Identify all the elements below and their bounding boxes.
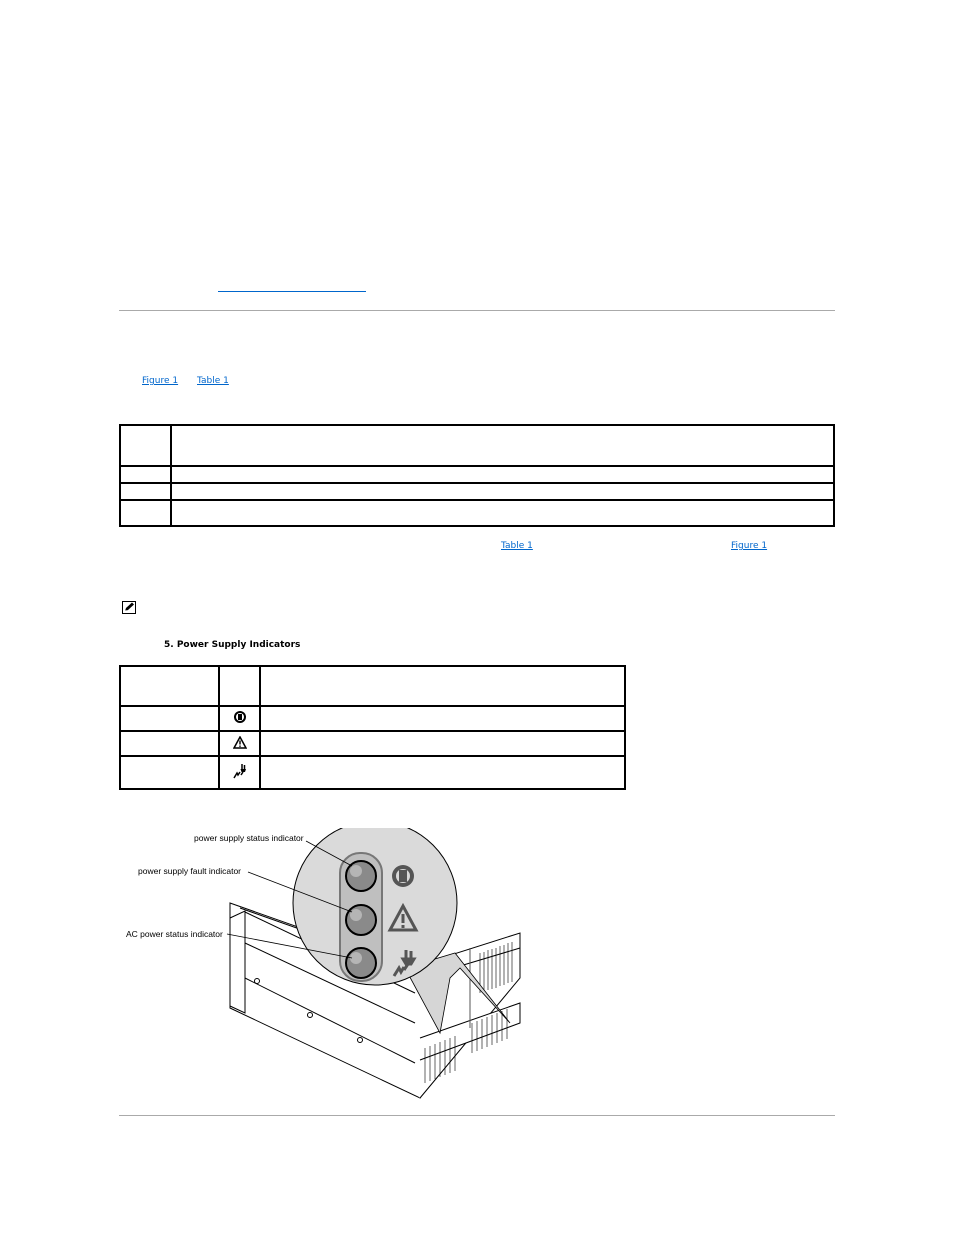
led-group (346, 861, 376, 978)
power-status-icon (233, 710, 247, 724)
table-cell (120, 466, 171, 483)
section-divider-bottom (119, 1115, 835, 1116)
table-cell (120, 483, 171, 500)
power-status-icon-large (392, 865, 414, 887)
power-supply-indicators-figure (120, 828, 530, 1100)
ac-plug-icon (233, 763, 247, 779)
table-cell (120, 706, 219, 731)
table-5-caption: 5. Power Supply Indicators (164, 640, 301, 650)
ac-led (346, 948, 376, 978)
table-cell (219, 731, 260, 756)
table-row (120, 731, 625, 756)
table-cell (120, 756, 219, 789)
table-header-cell (219, 666, 260, 706)
table-cell (120, 731, 219, 756)
table-header-cell (260, 666, 625, 706)
table-cell (219, 706, 260, 731)
overview-table (119, 424, 835, 527)
fault-triangle-icon (233, 736, 247, 749)
figure-1-link-2[interactable]: Figure 1 (731, 541, 768, 551)
section-divider-top (119, 310, 835, 311)
table-header-cell (120, 666, 219, 706)
table-cell (120, 425, 171, 466)
table-cell (120, 500, 171, 526)
table-cell (171, 425, 834, 466)
table-cell (171, 466, 834, 483)
status-indicator-label: power supply status indicator (194, 833, 304, 843)
note-icon (122, 601, 136, 614)
table-row (120, 706, 625, 731)
table-1-link-2[interactable]: Table 1 (501, 541, 533, 551)
table-cell (171, 500, 834, 526)
power-supply-indicators-table (119, 665, 626, 790)
table-1-link[interactable]: Table 1 (197, 376, 229, 386)
fault-led (346, 905, 376, 935)
table-cell (171, 483, 834, 500)
figure-1-link[interactable]: Figure 1 (142, 376, 179, 386)
table-cell (260, 706, 625, 731)
fault-indicator-label: power supply fault indicator (138, 866, 242, 876)
table-cell (219, 756, 260, 789)
top-link[interactable] (218, 280, 366, 292)
table-cell (260, 731, 625, 756)
table-cell (260, 756, 625, 789)
ac-indicator-label: AC power status indicator (126, 929, 223, 939)
table-row (120, 756, 625, 789)
